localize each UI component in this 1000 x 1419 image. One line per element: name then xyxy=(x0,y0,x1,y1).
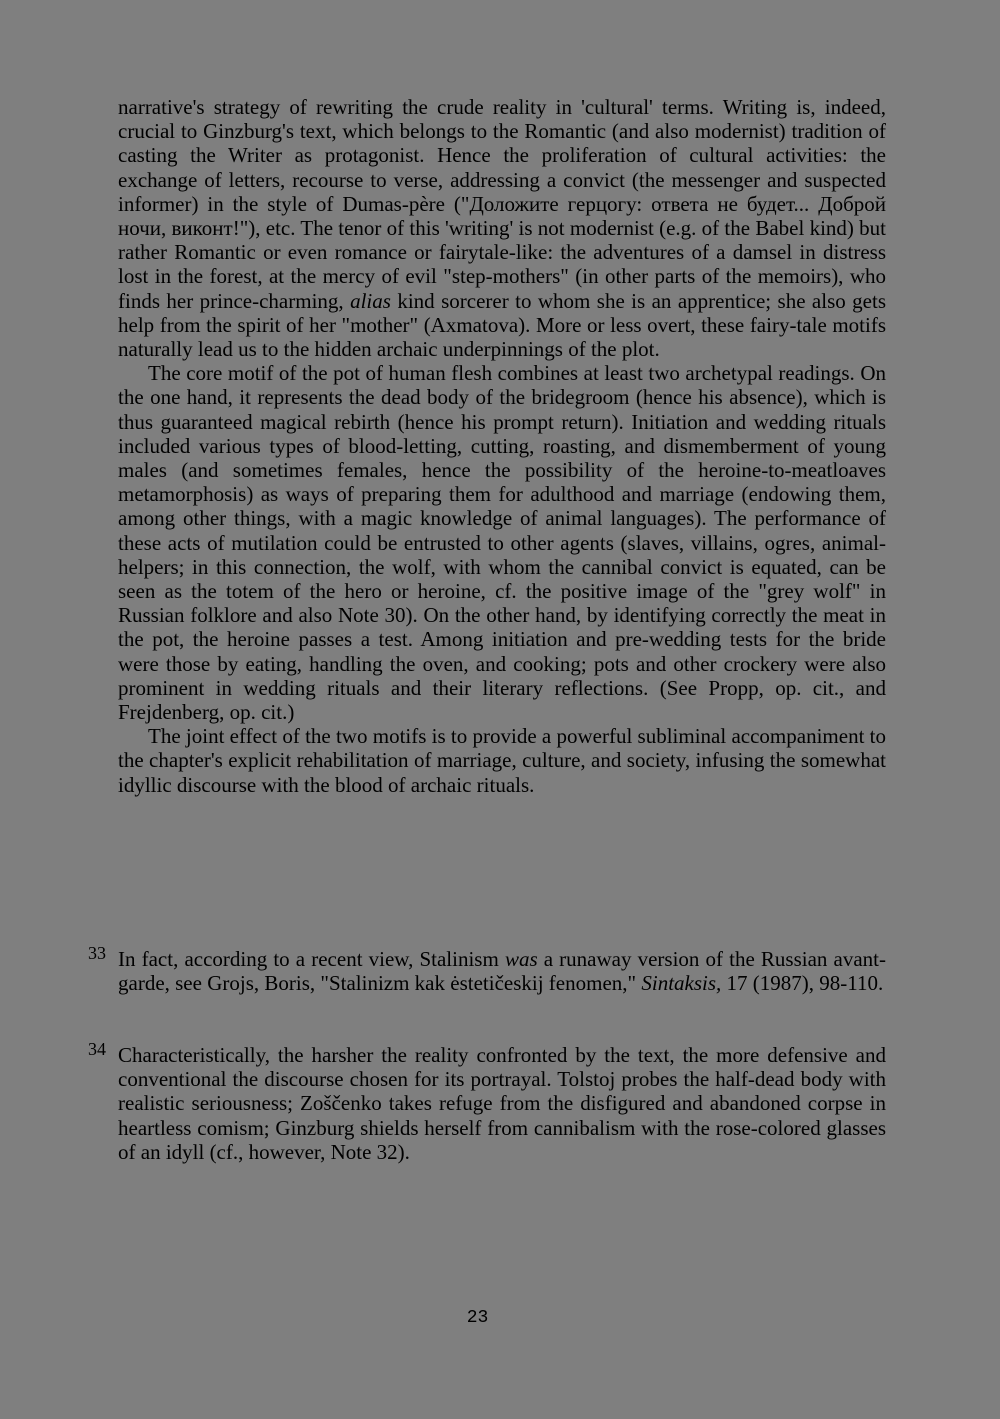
page-number: 23 xyxy=(466,1308,489,1328)
footnote-33-text-c: 17 (1987), 98-110. xyxy=(726,971,884,996)
alias-word: alias xyxy=(350,288,391,313)
paragraph-2: The core motif of the pot of human flesh combines at least two archetypal readings. On the one hand, it represents the dead body of the bridegroom (hence his absence), which is thus guaranteed magical rebirth (hence his prompt return). Initiation and wedding rituals included various types of blood-letting, cutting, roasting, and dismemberment of young males (and sometimes females, hence the possibility of the heroine-to-meatloaves metamorphosis) as ways of preparing them for adulthood and marriage (endowing them, among other things, with a magic knowledge of animal languages). The performance of these acts of mutilation could be entrusted to other agents (slaves, villains, ogres, animal-helpers; in this connection, the wolf, with whom the cannibal convict is equated, can be seen as the totem of the hero or heroine, cf. the positive image of the "grey wolf" in Russian folklore and also Note 30). On the other hand, by identifying correctly the meat in the pot, the heroine passes a test. Among initiation and pre-wedding tests for the bride were those by eating, handling the oven, and cooking; pots and other crockery were also prominent in wedding rituals and their literary reflections. (See Propp, op. cit., and Frejdenberg, op. cit.) xyxy=(118,361,886,725)
footnote-34-text: Characteristically, the harsher the reality confronted by the text, the more defensive and conventional the discourse chosen for its portrayal. Tolstoj probes the half-dead body with realistic seriousness; Zoščenko takes refuge from the disfigured and abandoned corpse in heartless comism; Ginzburg shields herself from cannibalism with the rose-colored glasses of an idyll (cf., however, Note 32). xyxy=(118,1043,886,1164)
paragraph-1-text: narrative's strategy of rewriting the crude reality in 'cultural' terms. Writing is, indeed, crucial to Ginzburg's text, which belongs to the Romantic (and also modernist) tradition of casting the Writer as protagonist. Hence the proliferation of cultural activities: the exchange of letters, recourse to verse, addressing a convict (the messenger and suspected informer) in the style of Dumas-père ("Доложите герцогу: ответа не будет... Доброй ночи, виконт!"), etc. The tenor of this 'writing' is not modernist (e.g. of the Babel kind) but rather Romantic or even romance or fairytale-like: the adventures of a damsel in distress lost in the forest, at the mercy of evil "step-mothers" (in other parts of the memoirs), who finds her prince-charming, xyxy=(118,95,886,313)
footnote-33-text-b: a runaway version of the Russian avant-garde, see Grojs, Boris, "Stalinizm kak ėstetičeskij fenomen," xyxy=(118,947,887,996)
footnote-33-journal: Sintaksis, xyxy=(641,971,722,996)
paragraph-3: The joint effect of the two motifs is to provide a powerful subliminal accompaniment to the chapter's explicit rehabilitation of marriage, culture, and society, infusing the somewhat idyllic discourse with the blood of archaic rituals. xyxy=(118,724,886,797)
footnote-33-was: was xyxy=(504,947,538,971)
footnote-34 xyxy=(88,1039,886,1164)
paragraph-1-tail: kind sorcerer to whom she is an apprentice; she also gets help from the spirit of her "mother" (Axmatova). More or less overt, these fairy-tale motifs naturally lead us to the hidden archaic underpinnings of the plot. xyxy=(118,288,886,362)
body-text xyxy=(118,95,886,797)
footnote-34-number: 34 xyxy=(88,1039,106,1059)
footnote-33-text-a: In fact, according to a recent view, Stalinism xyxy=(118,947,499,971)
footnote-33-number: 33 xyxy=(88,943,106,963)
paragraph-1 xyxy=(118,95,886,361)
footnote-33 xyxy=(88,943,887,996)
